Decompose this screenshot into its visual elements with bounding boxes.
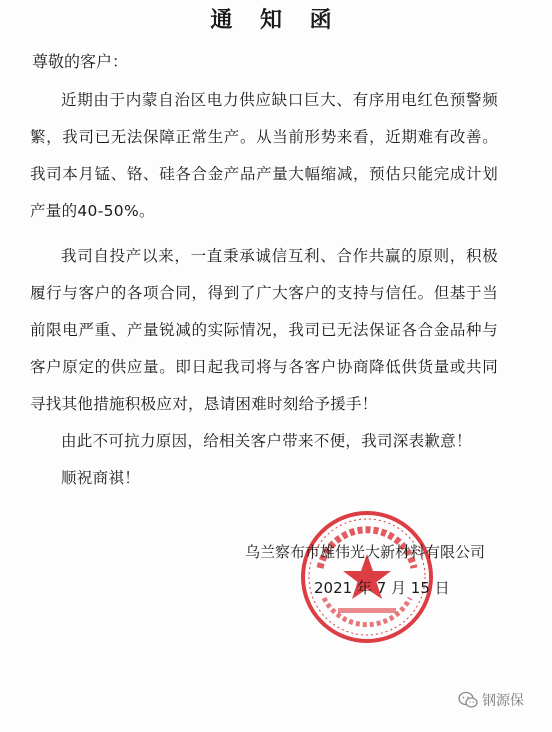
closing-salutation: 顺祝商祺！	[61, 469, 141, 487]
source-watermark	[458, 690, 524, 710]
paragraph-apology: 由此不可抗力原因，给相关客户带来不便，我司深表歉意！	[61, 432, 472, 450]
letter-date: 2021 年 7 月 15 日	[314, 579, 450, 597]
letter-body	[30, 82, 498, 497]
paragraph-power-shortage: 近期由于内蒙自治区电力供应缺口巨大、有序用电红色预警频繁，我司已无法保障正常生产。从当前形势来看，近期难有改善。我司本月锰、铬、硅各合金产品产量大幅缩减，预估只能完成计划产量的40-50%。	[30, 91, 498, 220]
wechat-icon	[458, 691, 478, 709]
paragraph-supply-adjustment: 我司自投产以来，一直秉承诚信互利、合作共赢的原则，积极履行与客户的各项合同，得到了广大客户的支持与信任。但基于当前限电严重、产量锐减的实际情况，我司已无法保证各合金品种与客户原定的供应量。即日起我司将与各客户协商降低供货量或共同寻找其他措施积极应对，恳请困难时刻给予援手！	[30, 247, 498, 413]
letter-title: 通 知 函	[210, 8, 342, 33]
letter-greeting: 尊敬的客户：	[32, 52, 129, 71]
watermark-label: 钢源保	[482, 693, 524, 709]
company-signature: 乌兰察布市雄伟光大新材料有限公司	[245, 543, 486, 561]
